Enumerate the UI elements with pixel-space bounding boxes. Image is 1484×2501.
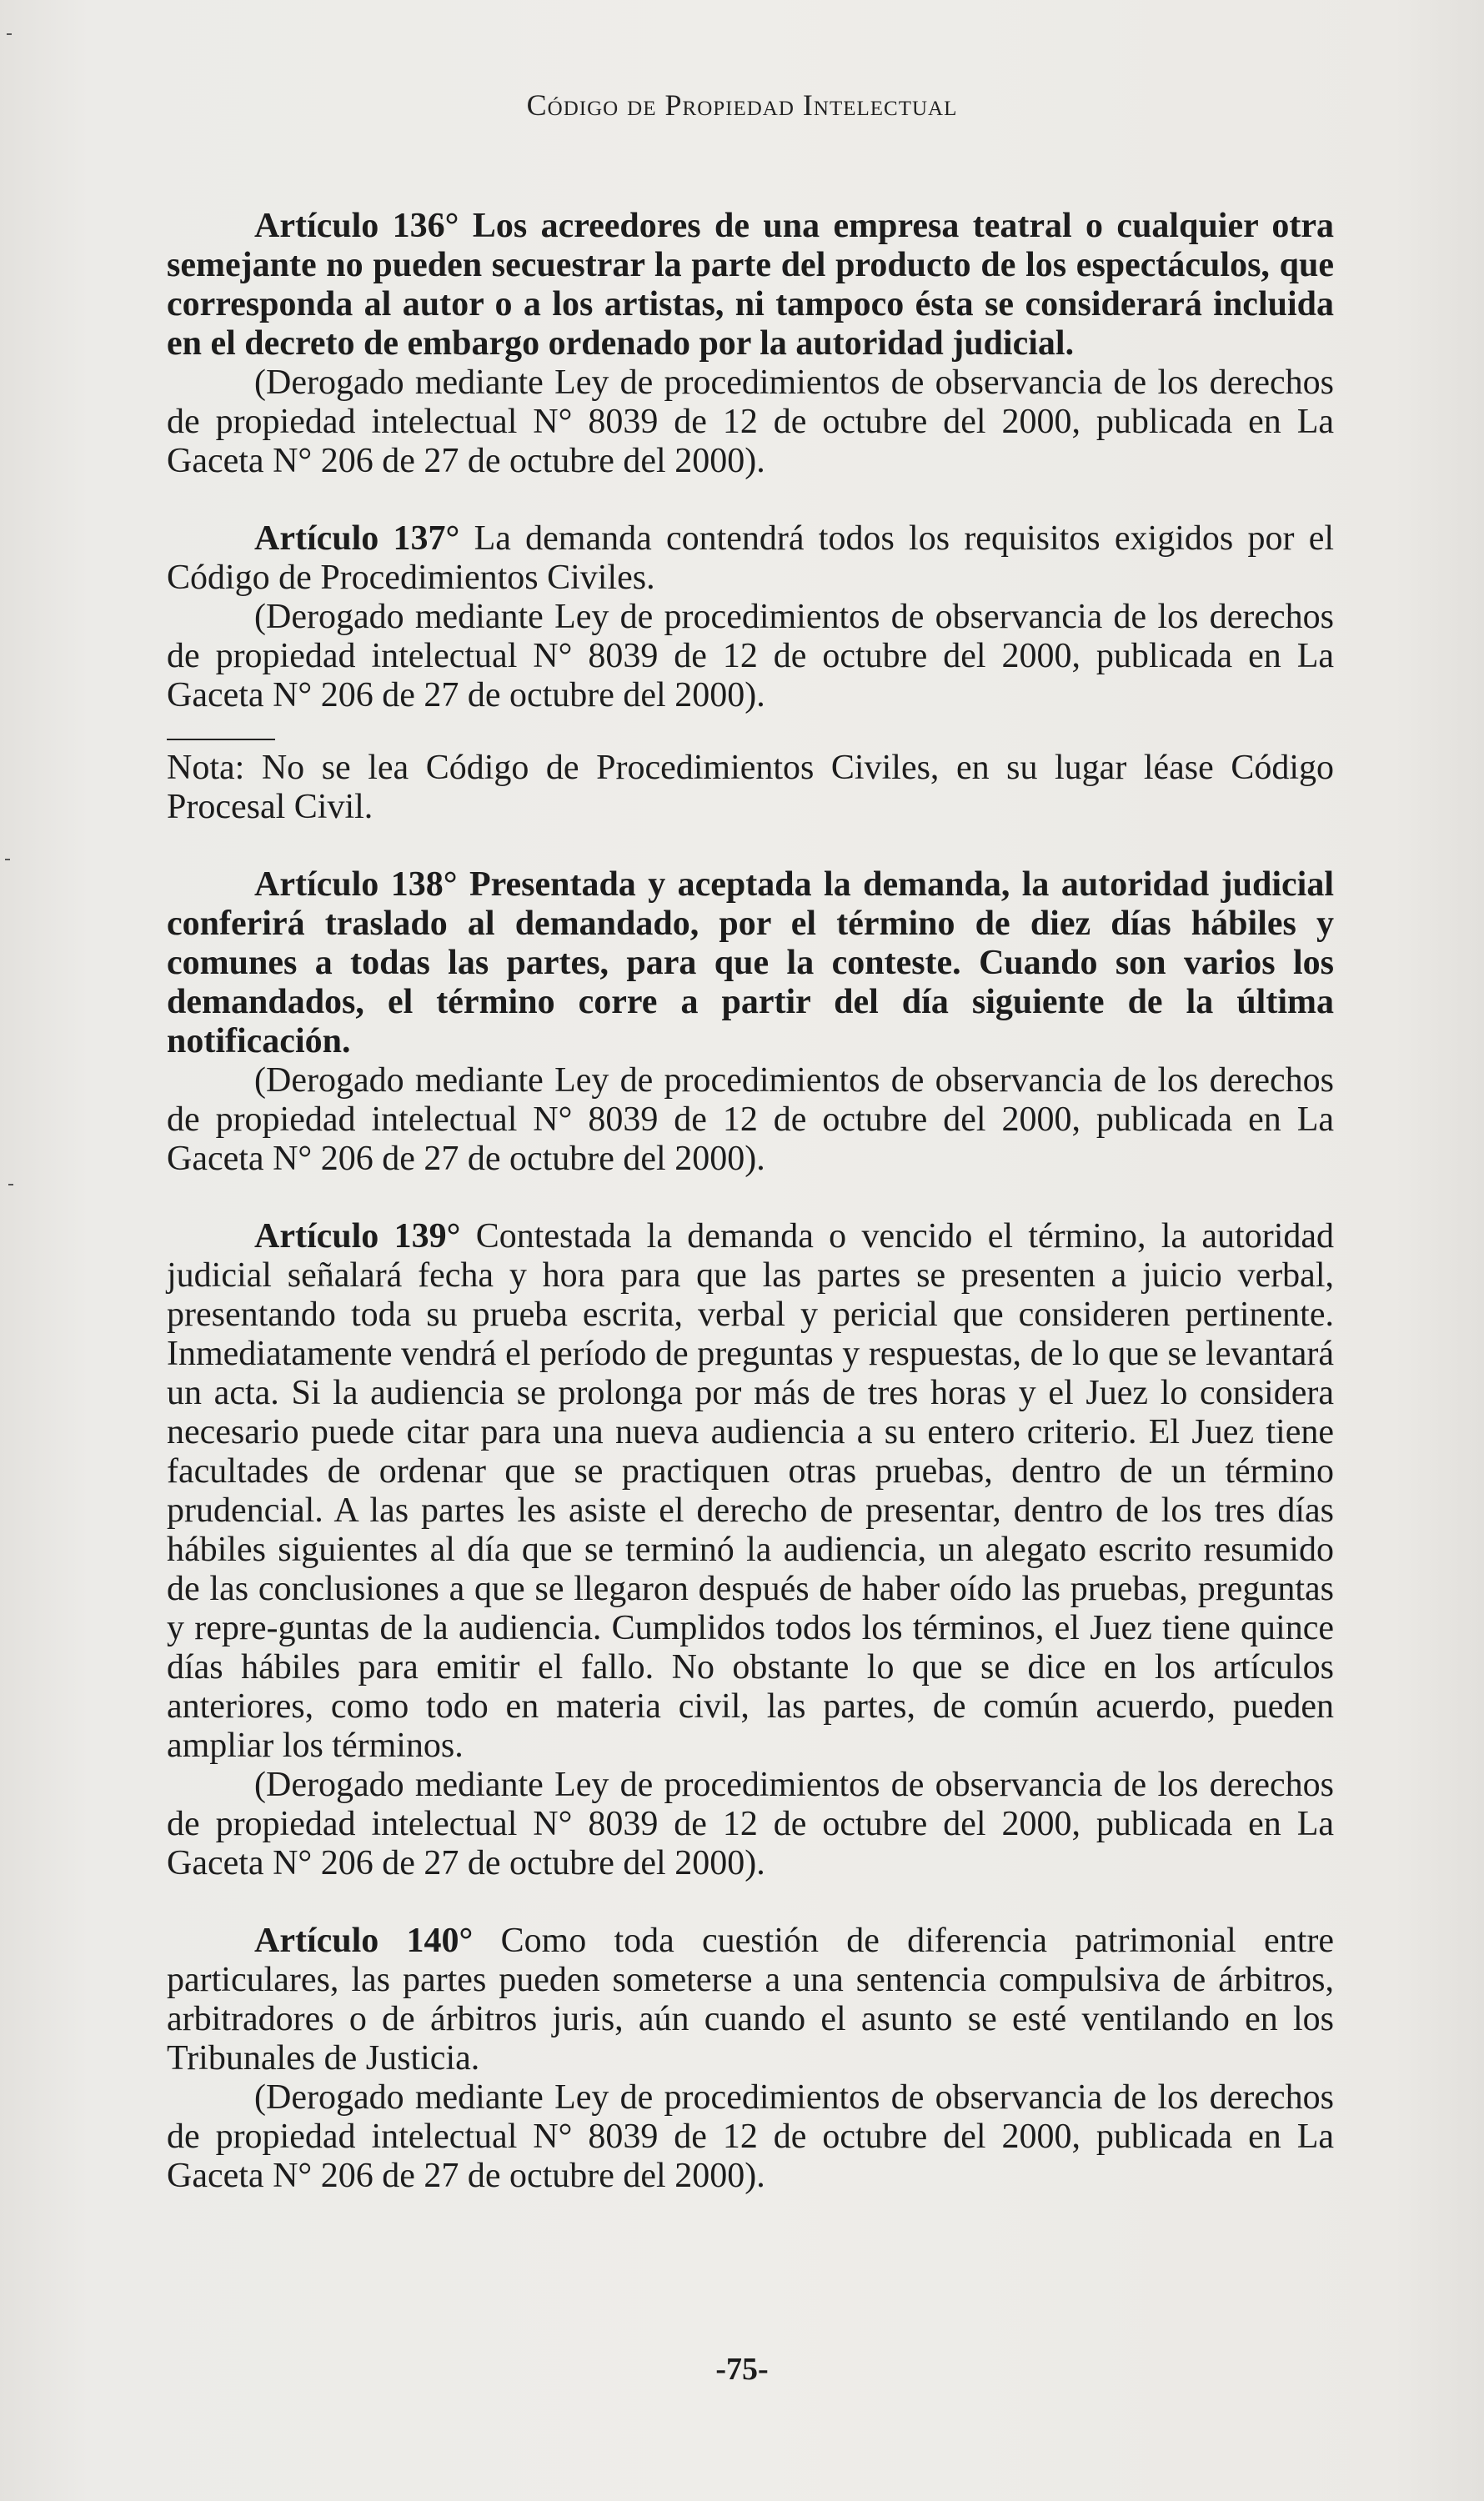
article-137-paragraph [167, 519, 1334, 598]
article-137-derogation: (Derogado mediante Ley de procedimientos de observancia de los derechos de propiedad intelectual N° 8039 de 12 de octubre del 2000, publicada en La Gaceta N° 206 de 27 de octubre del 2000). [167, 598, 1334, 714]
footnote-note: Nota: No se lea Código de Procedimientos Civiles, en su lugar léase Código Procesal Civil. [167, 749, 1334, 826]
margin-speck [8, 1184, 13, 1185]
article-138-text: Presentada y aceptada la demanda, la autoridad judicial conferirá traslado al demandado, por el término de diez días hábiles y comunes a todas las partes, para que la conteste. Cuando son varios los demandados, el término corre a partir del día siguiente de la última notificación. [167, 865, 1334, 1060]
article-140-text: Como toda cuestión de diferencia patrimonial entre particulares, las partes pueden someterse a una sentencia compulsiva de árbitros, arbitradores o de árbitros juris, aún cuando el asunto se esté ventilando en los Tribunales de Justicia. [167, 1922, 1334, 2077]
margin-speck [7, 33, 12, 35]
article-138-derogation: (Derogado mediante Ley de procedimientos de observancia de los derechos de propiedad intelectual N° 8039 de 12 de octubre del 2000, publicada en La Gaceta N° 206 de 27 de octubre del 2000). [167, 1061, 1334, 1178]
article-136-label: Artículo 136° [254, 207, 459, 245]
article-140-label: Artículo 140° [254, 1922, 474, 1960]
article-138-paragraph [167, 865, 1334, 1061]
body-text [167, 207, 1334, 2196]
article-137-text: La demanda contendrá todos los requisitos exigidos por el Código de Procedimientos Civiles. [167, 519, 1334, 597]
article-136-derogation: (Derogado mediante Ley de procedimientos de observancia de los derechos de propiedad intelectual N° 8039 de 12 de octubre del 2000, publicada en La Gaceta N° 206 de 27 de octubre del 2000). [167, 363, 1334, 480]
article-136-text: Los acreedores de una empresa teatral o cualquier otra semejante no pueden secuestrar la parte del producto de los espectáculos, que corresponda al autor o a los artistas, ni tampoco ésta se considerará incluida en el decreto de embargo ordenado por la autoridad judicial. [167, 207, 1335, 363]
article-138-label: Artículo 138° [254, 865, 458, 904]
article-139-paragraph [167, 1217, 1334, 1766]
article-139-label: Artículo 139° [254, 1217, 461, 1256]
running-head: Código de Propiedad Intelectual [526, 88, 958, 122]
article-139-text: Contestada la demanda o vencido el término, la autoridad judicial señalará fecha y hora para que las partes se presenten a juicio verbal, presentando toda su prueba escrita, verbal y pericial que consideren pertinente. Inmediatamente vendrá el período de preguntas y respuestas, de lo que se levantará un acta. Si la audiencia se prolonga por más de tres horas y el Juez lo considera necesario puede citar para una nueva audiencia a su entero criterio. El Juez tiene facultades de ordenar que se practiquen otras pruebas, dentro de un término prudencial. A las partes les asiste el derecho de presentar, dentro de los tres días hábiles siguientes al día que se terminó la audiencia, un alegato escrito resumido de las conclusiones a que se llegaron después de haber oído las pruebas, preguntas y repre-guntas de la audiencia. Cumplidos todos los términos, el Juez tiene quince días hábiles para emitir el fallo. No obstante lo que se dice en los artículos anteriores, como todo en materia civil, las partes, de común acuerdo, pueden ampliar los términos. [167, 1217, 1335, 1765]
article-136-paragraph [167, 207, 1334, 363]
page-number: -75- [715, 2352, 769, 2387]
article-137-label: Artículo 137° [254, 519, 460, 558]
article-140-derogation: (Derogado mediante Ley de procedimientos de observancia de los derechos de propiedad intelectual N° 8039 de 12 de octubre del 2000, publicada en La Gaceta N° 206 de 27 de octubre del 2000). [167, 2078, 1334, 2195]
footnote-rule [167, 739, 275, 740]
article-140-paragraph [167, 1922, 1334, 2078]
margin-speck [5, 859, 10, 860]
article-139-derogation: (Derogado mediante Ley de procedimientos de observancia de los derechos de propiedad intelectual N° 8039 de 12 de octubre del 2000, publicada en La Gaceta N° 206 de 27 de octubre del 2000). [167, 1766, 1334, 1882]
